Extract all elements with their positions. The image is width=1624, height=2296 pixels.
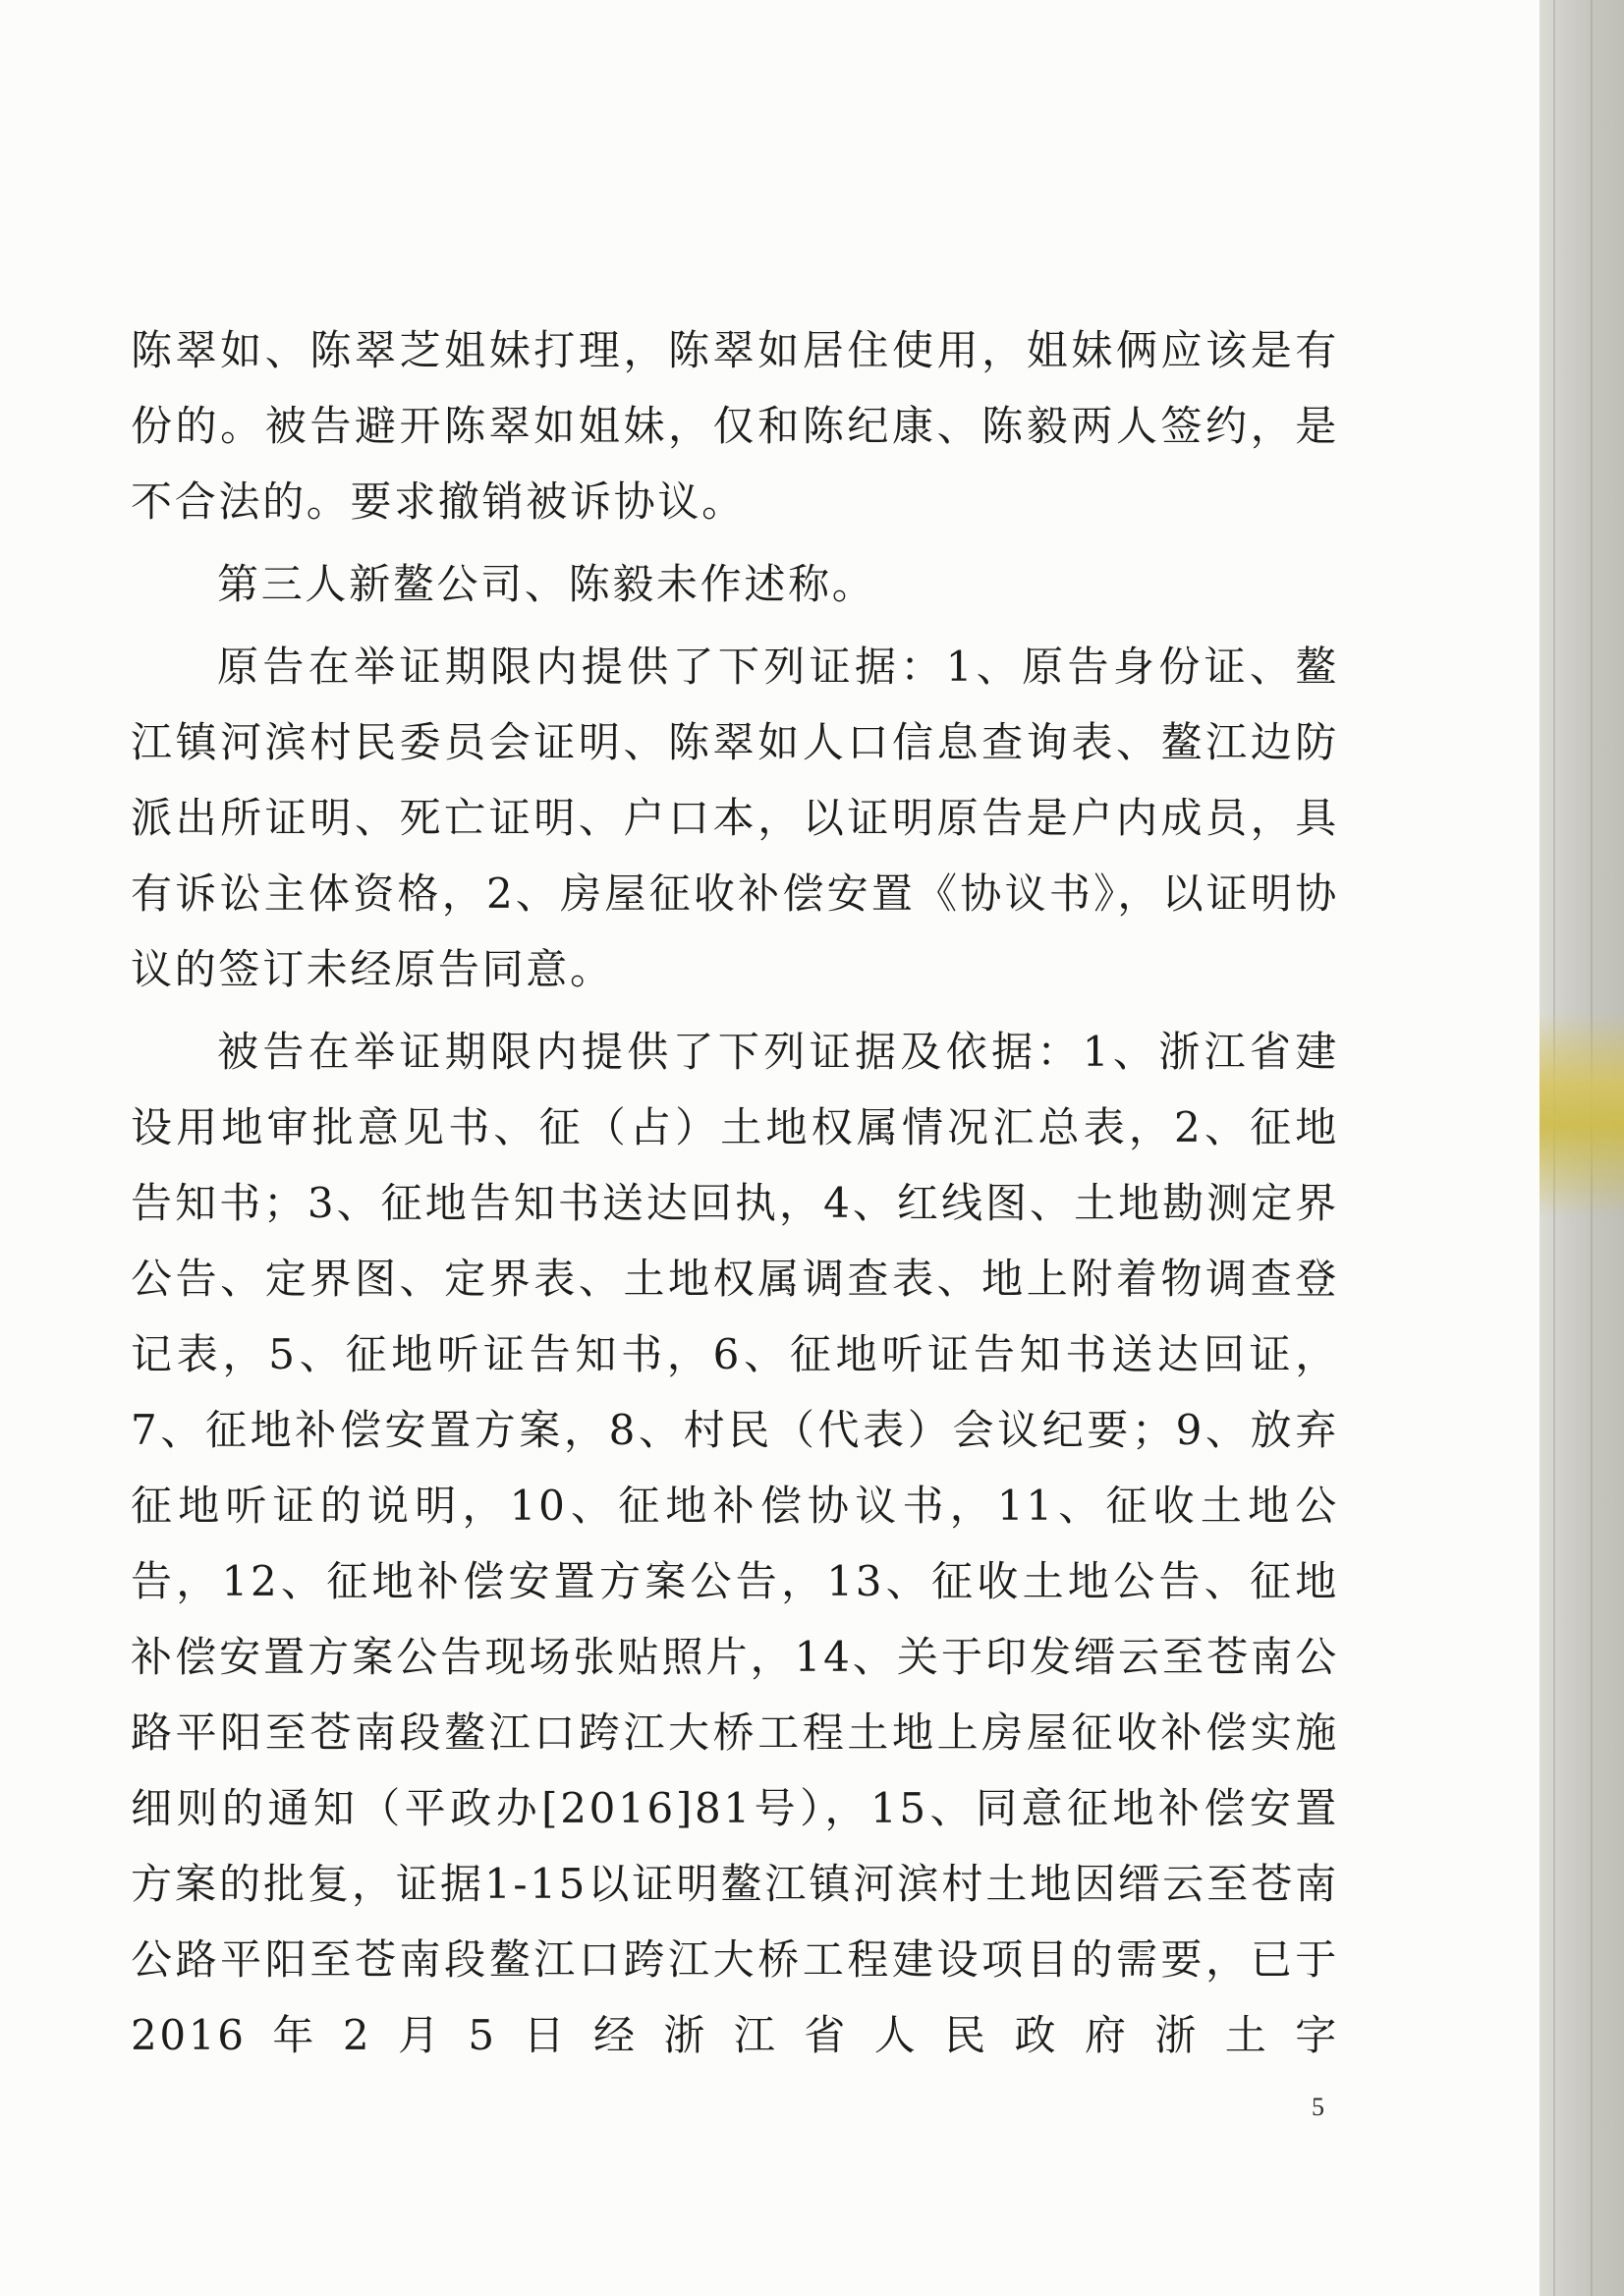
- body-text: [131, 312, 1339, 2073]
- scanner-edge: [1540, 0, 1624, 2296]
- paragraph-4: 被告在举证期限内提供了下列证据及依据：1、浙江省建设用地审批意见书、征（占）土地权属情况汇总表，2、征地告知书；3、征地告知书送达回执，4、红线图、土地勘测定界公告、定界图、定界表、土地权属调查表、地上附着物调查登记表，5、征地听证告知书，6、征地听证告知书送达回证，7、征地补偿安置方案，8、村民（代表）会议纪要；9、放弃征地听证的说明，10、征地补偿协议书，11、征收土地公告，12、征地补偿安置方案公告，13、征收土地公告、征地补偿安置方案公告现场张贴照片，14、关于印发缙云至苍南公路平阳至苍南段鳌江口跨江大桥工程土地上房屋征收补偿实施细则的通知（平政办[2016]81号），15、同意征地补偿安置方案的批复，证据1-15以证明鳌江镇河滨村土地因缙云至苍南公路平阳至苍南段鳌江口跨江大桥工程建设项目的需要，已于2016年2月5日经浙江省人民政府浙土字: [131, 1028, 1339, 2059]
- highlight-stripe: [1540, 1012, 1624, 1218]
- paragraph-1: 陈翠如、陈翠芝姐妹打理，陈翠如居住使用，姐妹俩应该是有份的。被告避开陈翠如姐妹，仅和陈纪康、陈毅两人签约，是不合法的。要求撤销被诉协议。: [131, 326, 1339, 526]
- paragraph-2: 第三人新鳌公司、陈毅未作述称。: [217, 560, 876, 608]
- page-number: 5: [1312, 2093, 1324, 2121]
- paragraph-3: 原告在举证期限内提供了下列证据：1、原告身份证、鳌江镇河滨村民委员会证明、陈翠如人口信息查询表、鳌江边防派出所证明、死亡证明、户口本，以证明原告是户内成员，具有诉讼主体资格，2、房屋征收补偿安置《协议书》，以证明协议的签订未经原告同意。: [131, 643, 1339, 993]
